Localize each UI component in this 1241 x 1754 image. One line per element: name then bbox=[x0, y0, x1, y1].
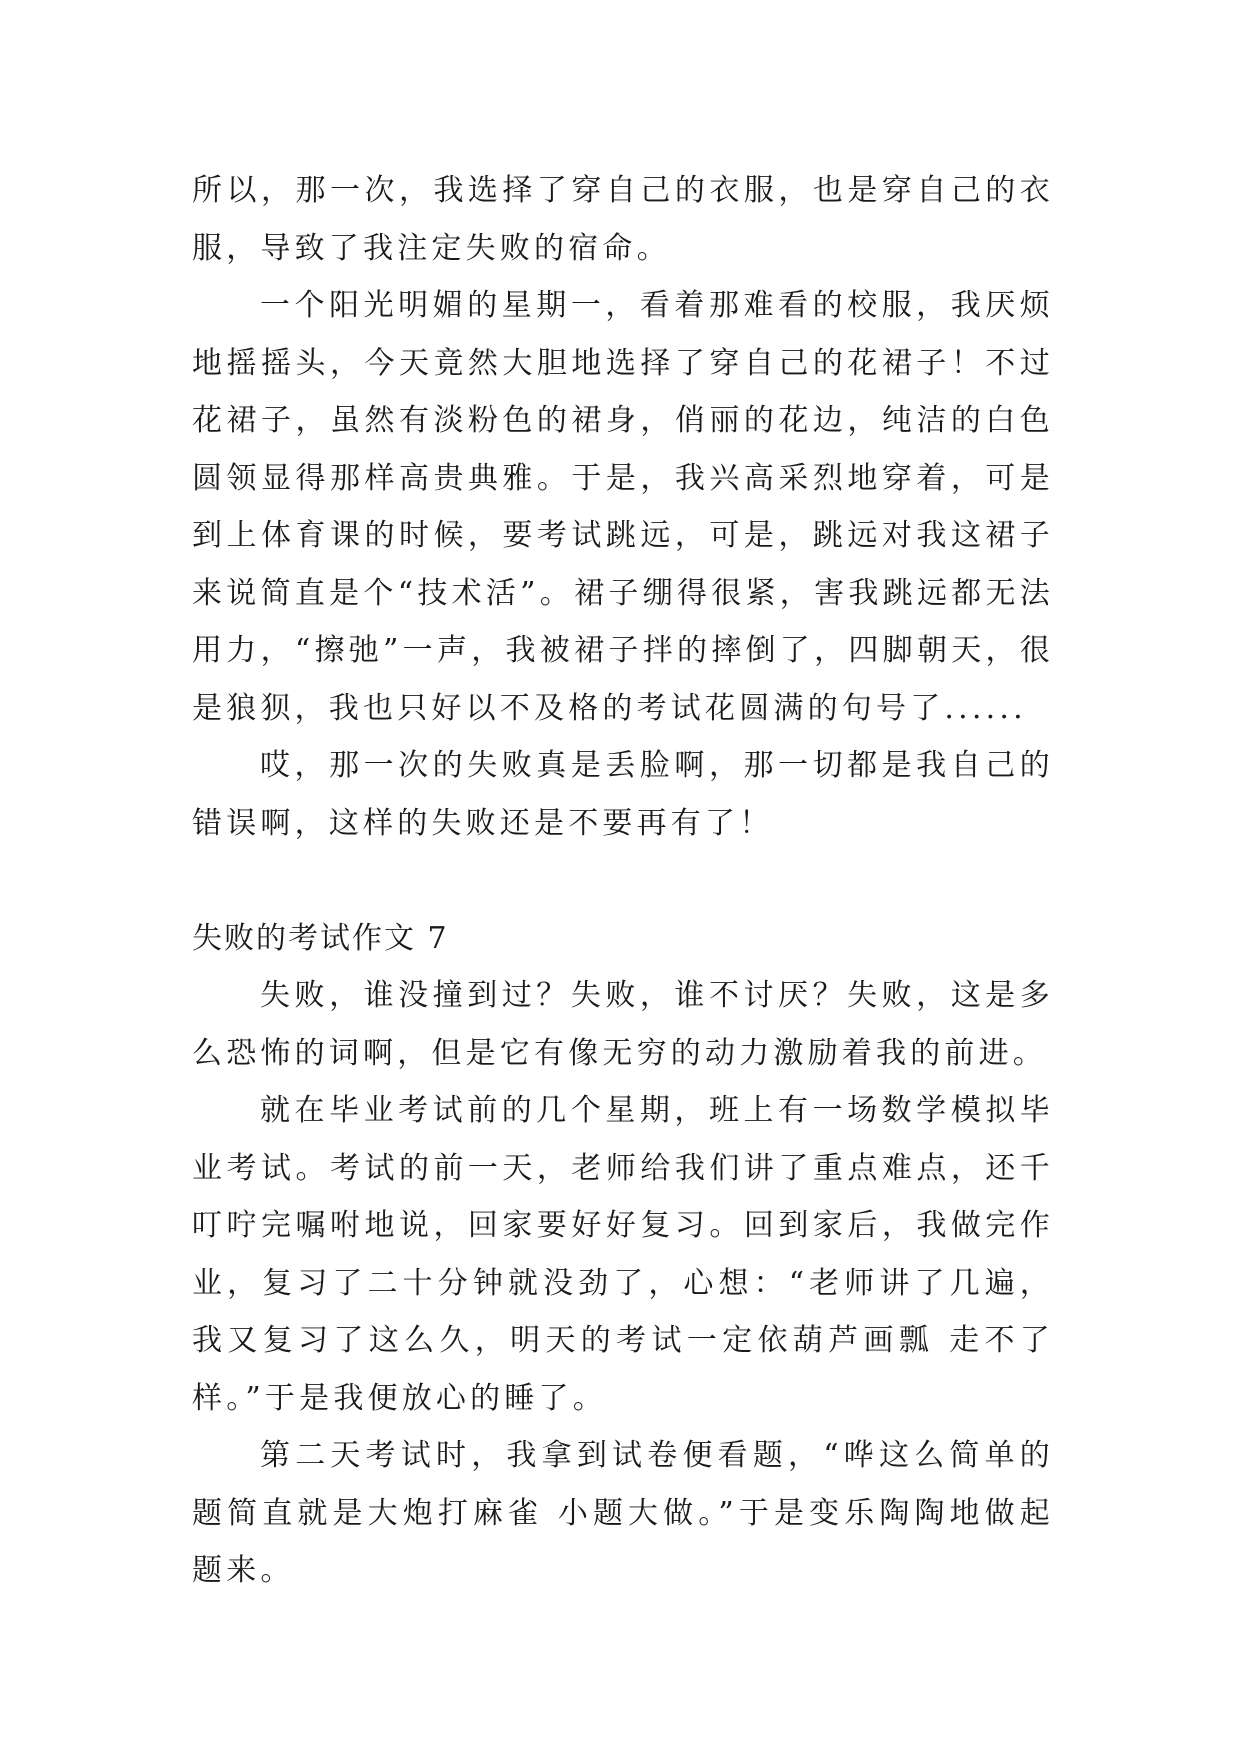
document-body bbox=[192, 162, 1054, 1600]
paragraph: 一个阳光明媚的星期一，看着那难看的校服，我厌烦地摇摇头，今天竟然大胆地选择了穿自己的花裙子！不过花裙子，虽然有淡粉色的裙身，俏丽的花边，纯洁的白色圆领显得那样高贵典雅。于是，我兴高采烈地穿着，可是到上体育课的时候，要考试跳远，可是，跳远对我这裙子来说简直是个“技术活”。裙子绷得很紧，害我跳远都无法用力，“擦弛”一声，我被裙子拌的摔倒了，四脚朝天，很是狼狈，我也只好以不及格的考试花圆满的句号了...... bbox=[192, 288, 1054, 726]
section-title: 失败的考试作文 7 bbox=[192, 920, 449, 956]
paragraph: 哎，那一次的失败真是丢脸啊，那一切都是我自己的错误啊，这样的失败还是不要再有了！ bbox=[192, 748, 1054, 841]
paragraph: 失败，谁没撞到过？失败，谁不讨厌？失败，这是多么恐怖的词啊，但是它有像无穷的动力激励着我的前进。 bbox=[192, 978, 1054, 1071]
section-gap bbox=[192, 852, 1054, 910]
paragraph: 就在毕业考试前的几个星期，班上有一场数学模拟毕业考试。考试的前一天，老师给我们讲了重点难点，还千叮咛完嘱咐地说，回家要好好复习。回到家后，我做完作业，复习了二十分钟就没劲了，心想：“老师讲了几遍，我又复习了这么久，明天的考试一定依葫芦画瓢 走不了样。”于是我便放心的睡了。 bbox=[192, 1093, 1054, 1416]
paragraph-continuation: 所以，那一次，我选择了穿自己的衣服，也是穿自己的衣服，导致了我注定失败的宿命。 bbox=[192, 173, 1054, 266]
paragraph: 第二天考试时，我拿到试卷便看题，“哗这么简单的题简直就是大炮打麻雀 小题大做。”于是变乐陶陶地做起题来。 bbox=[192, 1438, 1054, 1588]
